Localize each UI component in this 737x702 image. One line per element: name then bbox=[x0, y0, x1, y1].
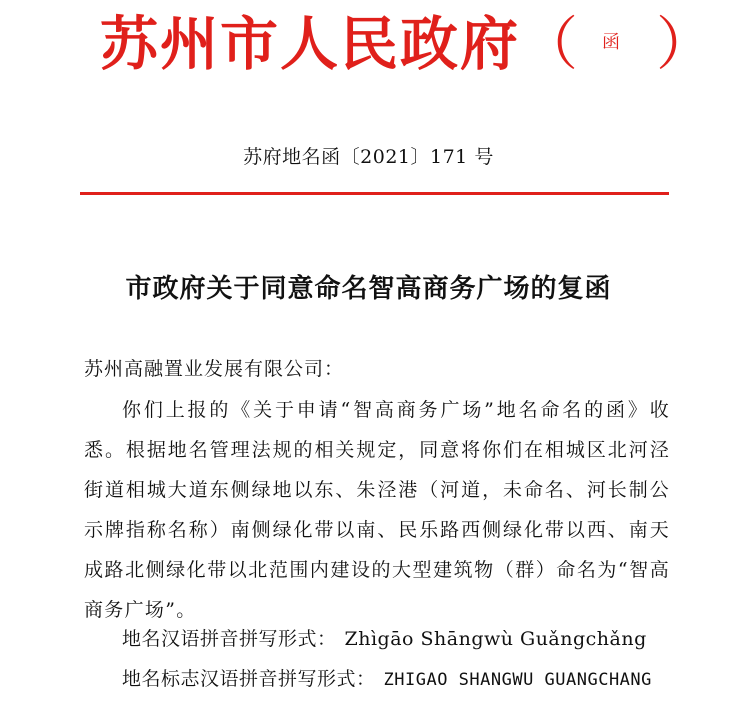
pinyin-value: Zhìgāo Shāngwù Guǎngchǎng bbox=[344, 628, 647, 650]
letterhead-paren-close: ） bbox=[656, 10, 717, 78]
pinyin-label: 地名汉语拼音拼写形式： bbox=[122, 628, 337, 650]
letterhead-title bbox=[100, 4, 717, 84]
letterhead-paren-open: （ bbox=[520, 10, 581, 78]
document-number: 苏府地名函〔2021〕171 号 bbox=[243, 146, 494, 168]
sign-pinyin-label: 地名标志汉语拼音拼写形式： bbox=[122, 668, 376, 690]
letterhead-org-name: 苏州市人民政府 bbox=[100, 10, 521, 78]
body-paragraph: 你们上报的《关于申请“智高商务广场”地名命名的函》收悉。根据地名管理法规的相关规定，同意将你们在相城区北河泾街道相城大道东侧绿地以东、朱泾港（河道，未命名、河长制公示牌指称名称）南侧绿化带以南、民乐路西侧绿化带以西、南天成路北侧绿化带以北范围内建设的大型建筑物（群）命名为“智高商务广场”。 bbox=[84, 399, 670, 621]
red-divider-line bbox=[80, 192, 669, 195]
pinyin-spelling-line bbox=[122, 624, 647, 651]
sign-pinyin-value: ZHIGAO SHANGWU GUANGCHANG bbox=[383, 670, 652, 690]
letterhead-doc-type: 函 bbox=[602, 32, 623, 53]
sign-pinyin-spelling-line bbox=[122, 664, 652, 691]
recipient-line: 苏州高融置业发展有限公司： bbox=[84, 358, 345, 380]
document-title: 市政府关于同意命名智高商务广场的复函 bbox=[125, 274, 612, 304]
